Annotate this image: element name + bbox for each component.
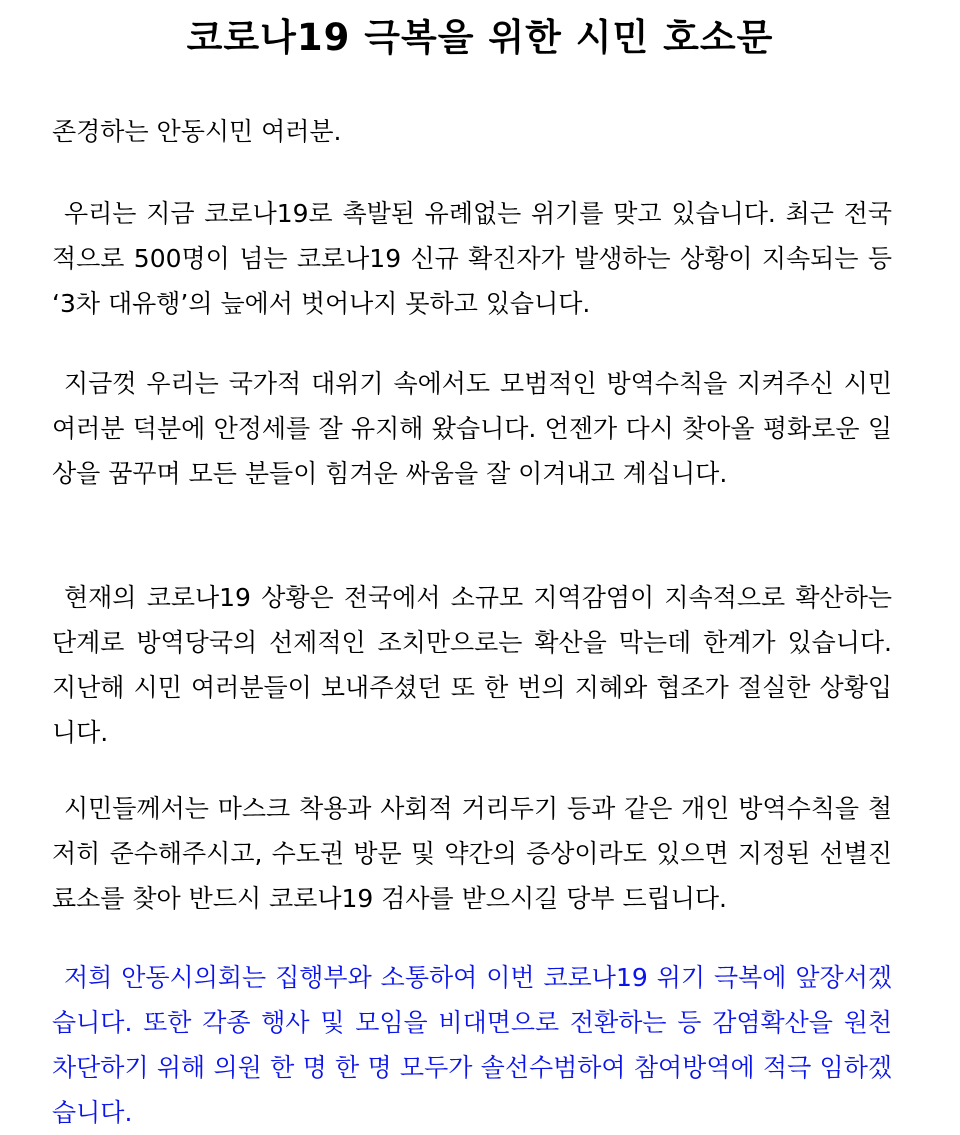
paragraph-situation: 현재의 코로나19 상황은 전국에서 소규모 지역감염이 지속적으로 확산하는 단계로 방역당국의 선제적인 조치만으로는 확산을 막는데 한계가 있습니다. 지난해 시민 여러분들이 보내주셨던 또 한 번의 지혜와 협조가 절실한 상황입니다. — [52, 583, 892, 747]
paragraph-council-pledge: 저희 안동시의회는 집행부와 소통하여 이번 코로나19 위기 극복에 앞장서겠습니다. 또한 각종 행사 및 모임을 비대면으로 전환하는 등 감염확산을 원천 차단하기 위해 의원 한 명 한 명 모두가 솔선수범하여 참여방역에 적극 임하겠습니다. — [52, 963, 892, 1127]
paragraph-request: 시민들께서는 마스크 착용과 사회적 거리두기 등과 같은 개인 방역수칙을 철저히 준수해주시고, 수도권 방문 및 약간의 증상이라도 있으면 지정된 선별진료소를 찾아 반드시 코로나19 검사를 받으시길 당부 드립니다. — [52, 794, 892, 913]
paragraph-gratitude: 지금껏 우리는 국가적 대위기 속에서도 모범적인 방역수칙을 지켜주신 시민 여러분 덕분에 안정세를 잘 유지해 왔습니다. 언젠가 다시 찾아올 평화로운 일상을 꿈꾸며 모든 분들이 힘겨운 싸움을 잘 이겨내고 계십니다. — [52, 369, 892, 488]
greeting-line: 존경하는 안동시민 여러분. — [52, 117, 342, 146]
document-title: 코로나19 극복을 위한 시민 호소문 — [186, 16, 774, 59]
paragraph-crisis: 우리는 지금 코로나19로 촉발된 유례없는 위기를 맞고 있습니다. 최근 전국적으로 500명이 넘는 코로나19 신규 확진자가 발생하는 상황이 지속되는 등 ‘3차 대유행’의 늪에서 벗어나지 못하고 있습니다. — [52, 199, 892, 318]
